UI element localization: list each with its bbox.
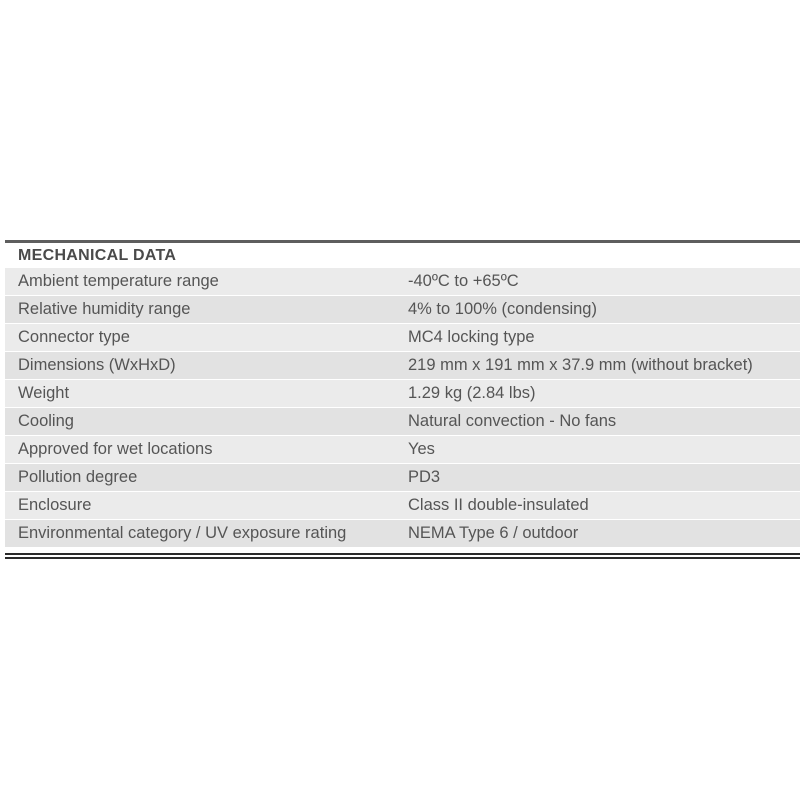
table-row xyxy=(5,408,800,436)
section-title: MECHANICAL DATA xyxy=(5,243,800,268)
bottom-rule-secondary xyxy=(5,557,800,559)
row-value: PD3 xyxy=(408,468,441,486)
row-label: Pollution degree xyxy=(18,468,138,486)
mechanical-data-table xyxy=(5,240,800,559)
row-label: Dimensions (WxHxD) xyxy=(18,356,176,374)
table-row xyxy=(5,492,800,520)
row-value: MC4 locking type xyxy=(408,328,535,346)
row-label: Ambient temperature range xyxy=(18,272,219,290)
row-label: Environmental category / UV exposure rating xyxy=(18,524,347,542)
row-value: 1.29 kg (2.84 lbs) xyxy=(408,384,536,402)
row-label: Enclosure xyxy=(18,496,92,514)
row-value: Natural convection - No fans xyxy=(408,412,617,430)
row-value: -40ºC to +65ºC xyxy=(408,272,519,290)
table-row xyxy=(5,296,800,324)
table-row xyxy=(5,324,800,352)
row-value: 219 mm x 191 mm x 37.9 mm (without bracket) xyxy=(408,356,753,374)
row-value: NEMA Type 6 / outdoor xyxy=(408,524,579,542)
table-row xyxy=(5,464,800,492)
table-row xyxy=(5,520,800,548)
row-value: Class II double-insulated xyxy=(408,496,589,514)
row-label: Relative humidity range xyxy=(18,300,191,318)
row-label: Approved for wet locations xyxy=(18,440,213,458)
row-value: Yes xyxy=(408,440,435,458)
row-value: 4% to 100% (condensing) xyxy=(408,300,597,318)
row-label: Cooling xyxy=(18,412,74,430)
table-row xyxy=(5,352,800,380)
row-label: Connector type xyxy=(18,328,130,346)
row-label: Weight xyxy=(18,384,70,402)
bottom-rule xyxy=(5,553,800,555)
table-row xyxy=(5,380,800,408)
table-row xyxy=(5,268,800,296)
table-row xyxy=(5,436,800,464)
